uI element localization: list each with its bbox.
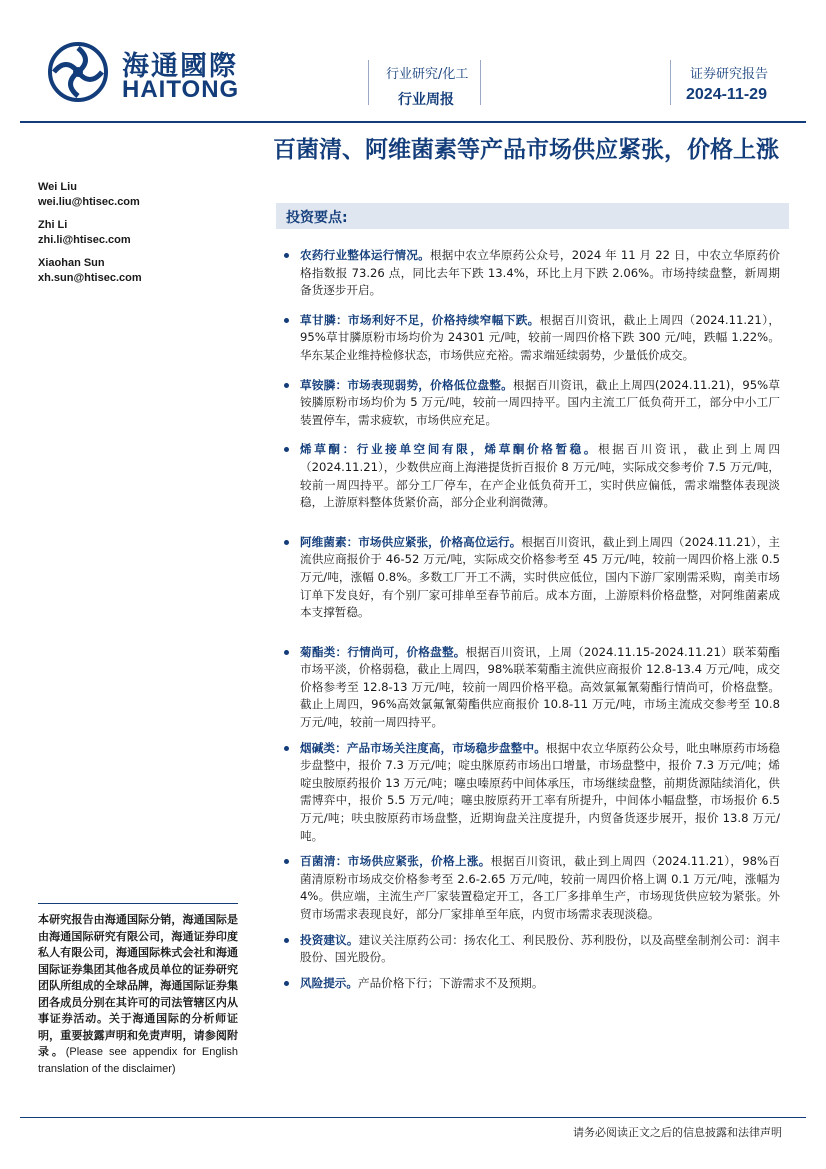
disclaimer-en: (Please see appendix for English translation of the disclaimer) [38, 1046, 239, 1075]
bullet-icon [284, 746, 289, 751]
analyst-email: wei.liu@htisec.com [38, 196, 140, 208]
header-divider [480, 60, 481, 105]
key-points-label: 投资要点: [286, 210, 348, 226]
list-item [284, 932, 780, 967]
item-lead: 百菌清：市场供应紧张，价格上涨。 [300, 854, 491, 869]
item-lead: 烯草酮：行业接单空间有限，烯草酮价格暂稳。 [300, 442, 599, 457]
report-date: 2024-11-29 [686, 86, 767, 103]
analyst [38, 256, 142, 286]
report-type: 行业周报 [398, 92, 454, 108]
analyst [38, 180, 140, 210]
list-item [284, 975, 780, 993]
bullet-icon [284, 318, 289, 323]
report-title: 百菌清、阿维菌素等产品市场供应紧张，价格上涨 [273, 137, 779, 163]
bullet-icon [284, 383, 289, 388]
disclaimer [38, 912, 238, 1077]
item-body: 根据百川资讯，截止到上周四（2024.11.21），少数供应商上海港提货折百报价 8 万元/吨，实际成交参考价 7.5 万元/吨，较前一周四持平。部分工厂停车，在产企业低负荷开工，实时供应偏低，需求端整体表现淡稳，上游原料整体货紧价高，部分企业利润微薄。 [300, 442, 780, 510]
bullet-icon [284, 859, 289, 864]
brand-name-en: HAITONG [122, 76, 240, 103]
bullet-icon [284, 540, 289, 545]
report-series: 证券研究报告 [690, 67, 769, 82]
item-body: 根据百川资讯，截止到上周四（2024.11.21），主流供应商报价于 46-52 万元/吨，实际成交价格参考至 45 万元/吨，较前一周四价格上涨 0.5 万元/吨，涨幅 0.8%。多数工厂开工不满，实时供应低位，国内下游厂家刚需采购，南美市场订单下发良好，有个别厂家可排单至春节前后。成本方面，上游原料价格盘整，对阿维菌素成本支撑暂稳。 [300, 534, 780, 620]
key-points-list [284, 247, 780, 992]
analyst-email: xh.sun@htisec.com [38, 272, 142, 284]
bullet-icon [284, 938, 289, 943]
item-body: 根据中农立华原药公众号，吡虫啉原药市场稳步盘整中，报价 7.3 万元/吨；啶虫脒原药市场出口增量，市场盘整中，报价 7.3 万元/吨；烯啶虫胺原药报价 13 万元/吨；噻虫嗪原药中间体承压，市场继续盘整，前期货源陆续消化，供需博弈中，报价 5.5 万元/吨；噻虫胺原药开工率有所提升，中间体小幅盘整，市场报价 6.5 万元/吨；呋虫胺原药市场盘整，近期询盘关注度提升，内贸备货逐步展开，报价 13.8 万元/吨。 [300, 740, 780, 843]
header-rule [20, 121, 806, 123]
list-item [284, 853, 780, 923]
item-lead: 投资建议。 [300, 932, 359, 947]
header-divider [368, 60, 369, 105]
item-lead: 风险提示。 [300, 975, 358, 990]
header-divider [670, 60, 671, 105]
item-body: 根据百川资讯，截止上周四（2024.11.21），95%草甘膦原粉市场均价为 24301 元/吨，较前一周四价格下跌 300 元/吨，跌幅 1.22%。华东某企业维持检修状态，市场供应充裕。需求端延续弱势，少量低价成交。 [300, 312, 780, 362]
bullet-icon [284, 981, 289, 986]
item-lead: 烟碱类：产品市场关注度高，市场稳步盘整中。 [300, 740, 546, 755]
list-item [284, 740, 780, 846]
footer-rule [20, 1117, 806, 1118]
item-lead: 草甘膦：市场利好不足，价格持续窄幅下跌。 [300, 312, 540, 327]
item-lead: 菊酯类：行情尚可，价格盘整。 [300, 644, 466, 659]
key-points-banner [276, 203, 789, 229]
list-item [284, 534, 780, 622]
item-body: 建议关注原药公司：扬农化工、利民股份、苏利股份，以及高壁垒制剂公司：润丰股份、国光股份。 [300, 932, 780, 965]
item-body: 根据百川资讯，截止上周四(2024.11.21)，95%草铵膦原粉市场均价为 5 万元/吨，较前一周四持平。国内主流工厂低负荷开工，部分中小工厂装置停车，需求疲软，市场供应充足。 [300, 377, 780, 427]
bullet-icon [284, 447, 289, 452]
list-item [284, 644, 780, 732]
footer-notice: 请务必阅读正文之后的信息披露和法律声明 [573, 1126, 782, 1139]
item-lead: 农药行业整体运行情况。 [300, 248, 430, 262]
brand-name-cn: 海通國際 [122, 51, 238, 82]
item-body: 根据百川资讯，截止到上周四（2024.11.21），98%百菌清原粉市场成交价格参考至 2.6-2.65 万元/吨，较前一周四价格上调 0.1 万元/吨，涨幅为 4%。供应端，主流生产厂家装置稳定开工，各工厂多排单生产，市场现货供应较为紧张。外贸市场需求表现良好，部分厂家排单至年底，内贸市场需求表现淡稳。 [300, 854, 780, 921]
item-body: 产品价格下行；下游需求不及预期。 [357, 975, 544, 990]
analyst-email: zhi.li@htisec.com [38, 234, 131, 246]
analyst-name: Zhi Li [38, 219, 68, 231]
item-body: 根据中农立华原药公众号，2024 年 11 月 22 日，中农立华原药价格指数报 73.26 点，同比去年下跌 13.4%，环比上月下跌 2.06%。市场持续盘整，新周期备货逐步开启。 [300, 248, 780, 298]
haitong-logo [48, 42, 108, 102]
list-item [284, 441, 780, 511]
item-lead: 草铵膦：市场表现弱势，价格低位盘整。 [300, 377, 513, 392]
item-body: 根据百川资讯，上周（2024.11.15-2024.11.21）联苯菊酯市场平淡，价格弱稳，截止上周四，98%联苯菊酯主流供应商报价 12.8-13.4 万元/吨，成交价格参考至 12.8-13 万元/吨，较前一周四价格平稳。高效氯氟氰菊酯行情尚可，价格盘整。截止上周四，96%高效氯氟氰菊酯供应商报价 10.8-11 万元/吨，市场主流成交参考至 10.8 万元/吨，较前一周四持平。 [300, 644, 780, 730]
list-item [284, 312, 780, 365]
analyst [38, 218, 131, 248]
bullet-icon [284, 650, 289, 655]
item-lead: 阿维菌素：市场供应紧张，价格高位运行。 [300, 534, 522, 549]
analyst-name: Xiaohan Sun [38, 257, 105, 269]
disclaimer-cn: 本研究报告由海通国际分销，海通国际是由海通国际研究有限公司，海通证券印度私人有限公司，海通国际株式会社和海通国际证券集团其他各成员单位的证券研究团队所组成的全球品牌，海通国际证券集团各成员分别在其许可的司法管辖区内从事证券活动。关于海通国际的分析师证明，重要披露声明和免责声明，请参阅附录。 [38, 913, 238, 1058]
bullet-icon [284, 253, 289, 258]
report-category: 行业研究/化工 [386, 67, 469, 82]
list-item [284, 247, 780, 300]
analyst-name: Wei Liu [38, 181, 77, 193]
list-item [284, 377, 780, 430]
disclaimer-rule [38, 903, 238, 904]
